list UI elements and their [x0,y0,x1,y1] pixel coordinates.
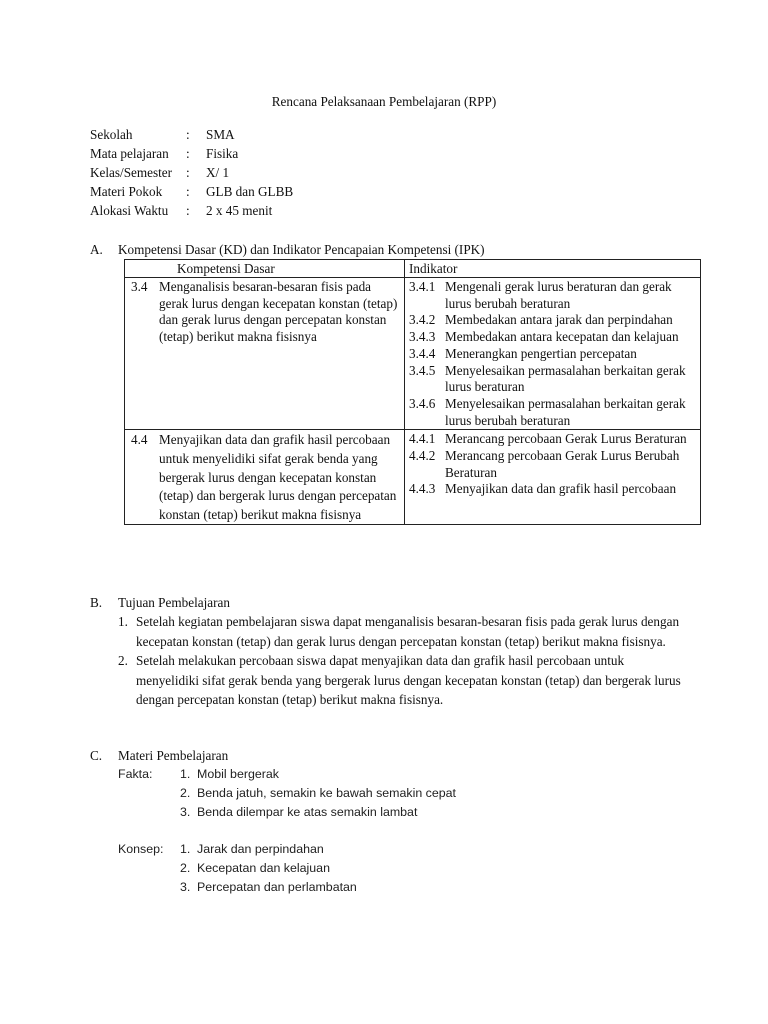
indicator-text: Membedakan antara jarak dan perpindahan [445,312,673,328]
list-text: Jarak dan perpindahan [197,842,324,856]
competency-table [124,259,701,525]
list-number: 2. [180,786,191,800]
list-item [118,612,688,651]
section-a-heading [90,240,485,259]
indicator-item [405,346,700,363]
indicator-number: 3.4.2 [409,312,436,328]
kd-item [125,431,404,524]
identity-value: SMA [206,127,235,142]
identity-separator: : [186,184,190,199]
indicator-number: 3.4.1 [409,279,436,294]
list-number: 3. [180,805,191,819]
section-b-heading [90,593,230,612]
section-c-heading [90,746,228,765]
identity-separator: : [186,146,190,161]
indicator-text: Mengenali gerak lurus beraturan dan gerak lurus berubah beraturan [445,279,672,311]
list-text: Setelah kegiatan pembelajaran siswa dapat menganalisis besaran-besaran fisis pada gerak lurus dengan kecepatan konstan (tetap) dan gerak lurus dengan percepatan konstan (tetap) berikut makna fisisnya. [136,614,680,649]
kd-cell [125,278,405,430]
identity-key: Mata pelajaran [90,146,169,161]
identity-value: Fisika [206,146,239,161]
identity-value: 2 x 45 menit [206,203,273,218]
identity-value: X/ 1 [206,165,230,180]
kd-number: 4.4 [131,432,148,448]
identity-separator: : [186,127,190,142]
identity-separator: : [186,203,190,218]
indicator-cell [405,278,701,430]
indicator-item [405,363,700,396]
section-letter: B. [90,595,103,610]
list-text: Kecepatan dan kelajuan [197,861,330,875]
list-text: Mobil bergerak [197,767,279,781]
fakta-label: Fakta: [118,767,153,781]
identity-key: Alokasi Waktu [90,203,169,218]
table-row [125,278,701,430]
indicator-text: Membedakan antara kecepatan dan kelajuan [445,329,679,345]
indicator-item [405,279,700,312]
list-number: 1. [180,842,191,856]
kd-number: 3.4 [131,279,148,294]
list-text: Benda jatuh, semakin ke bawah semakin cepat [197,786,456,800]
section-letter: A. [90,242,103,257]
kd-item [125,279,404,346]
indicator-number: 4.4.2 [409,448,436,464]
indicator-number: 3.4.5 [409,362,436,378]
objectives-list [118,612,688,710]
section-letter: C. [90,748,103,763]
identity-value: GLB dan GLBB [206,184,294,199]
indicator-item [405,329,700,346]
indicator-text: Menerangkan pengertian percepatan [445,345,637,361]
indicator-item [405,312,700,329]
indicator-number: 3.4.6 [409,395,436,411]
indicator-item [405,448,700,481]
indicator-cell [405,430,701,525]
section-heading-text: Kompetensi Dasar (KD) dan Indikator Pencapaian Kompetensi (IPK) [118,242,485,257]
document-title: Rencana Pelaksanaan Pembelajaran (RPP) [271,94,497,109]
identity-key: Sekolah [90,127,133,142]
indicator-text: Menyelesaikan permasalahan berkaitan gerak lurus berubah beraturan [445,395,686,428]
indicator-text: Menyajikan data dan grafik hasil percobaan [445,481,677,497]
identity-key: Materi Pokok [90,184,163,199]
table-header-row [125,260,701,278]
identity-separator: : [186,165,190,180]
indicator-text: Merancang percobaan Gerak Lurus Berubah Beraturan [445,448,680,480]
indicator-item [405,396,700,429]
list-number: 1. [180,767,191,781]
kd-text: Menganalisis besaran-besaran fisis pada gerak lurus dengan kecepatan konstan (tetap) dan gerak lurus dengan percepatan konstan (tetap) berikut makna fisisnya [159,279,398,345]
kd-text: Menyajikan data dan grafik hasil percobaan untuk menyelidiki sifat gerak benda yang bergerak lurus dengan kecepatan konstan (tetap) dan bergerak lurus dengan percepatan konstan (tetap) berikut makna fisisnya [159,432,397,522]
table-header-indikator: Indikator [405,260,701,278]
section-heading-text: Materi Pembelajaran [118,748,229,763]
list-text: Setelah melakukan percobaan siswa dapat menyajikan data dan grafik hasil percobaan untuk menyelidiki sifat gerak benda yang bergerak lurus dengan kecepatan konstan (tetap) dan bergerak lurus dengan percepatan konstan (tetap) berikut makna fisisnya. [136,653,681,707]
list-number: 2. [118,653,128,668]
identity-key: Kelas/Semester [90,165,173,180]
kd-cell [125,430,405,525]
indicator-item [405,431,700,448]
indicator-text: Merancang percobaan Gerak Lurus Beraturan [445,431,687,447]
list-number: 1. [118,614,128,629]
indicator-number: 3.4.4 [409,345,436,361]
list-number: 3. [180,880,191,894]
list-text: Benda dilempar ke atas semakin lambat [197,805,418,819]
section-heading-text: Tujuan Pembelajaran [118,595,230,610]
table-header-kd: Kompetensi Dasar [125,260,405,278]
list-item [118,651,688,710]
indicator-number: 4.4.1 [409,431,436,447]
list-number: 2. [180,861,191,875]
list-text: Percepatan dan perlambatan [197,880,357,894]
konsep-label: Konsep: [118,842,164,856]
indicator-number: 3.4.3 [409,329,436,345]
indicator-number: 4.4.3 [409,481,436,497]
indicator-text: Menyelesaikan permasalahan berkaitan gerak lurus beraturan [445,362,686,395]
table-row [125,430,701,525]
indicator-item [405,481,700,498]
